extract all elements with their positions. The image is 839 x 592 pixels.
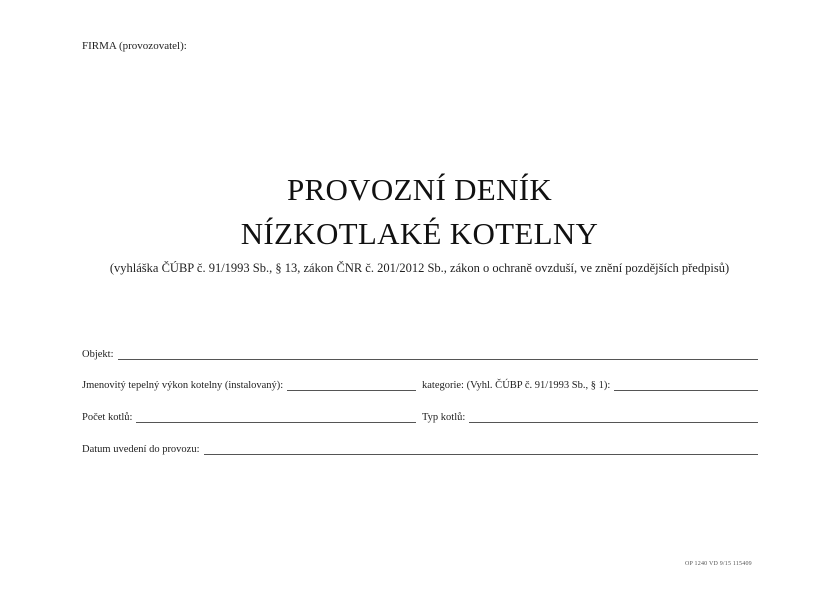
title-line-1: PROVOZNÍ DENÍK: [286, 172, 553, 207]
objekt-label: Objekt:: [82, 349, 114, 360]
kategorie-label: kategorie: (Vyhl. ČÚBP č. 91/1993 Sb., § 1):: [422, 380, 611, 391]
legal-reference: (vyhláška ČÚBP č. 91/1993 Sb., § 13, zákon ČNR č. 201/2012 Sb., zákon o ochraně ovzduší, ve znění pozdějších předpisů): [109, 261, 730, 275]
form-code: OP 1240 VD 9/15 115409: [685, 561, 752, 567]
field-row-vykon: [82, 377, 416, 391]
typ-fill-line[interactable]: [469, 413, 758, 423]
field-row-pocet: [82, 409, 416, 423]
firm-label: FIRMA (provozovatel):: [82, 40, 187, 52]
datum-fill-line[interactable]: [204, 445, 758, 455]
vykon-fill-line[interactable]: [287, 381, 416, 391]
field-row-objekt: [82, 346, 758, 360]
field-row-typ: [422, 409, 758, 423]
datum-label: Datum uvedení do provozu:: [82, 444, 200, 455]
vykon-label: Jmenovitý tepelný výkon kotelny (instalovaný):: [82, 380, 284, 391]
field-row-kategorie: [422, 377, 758, 391]
title-line-2: NÍZKOTLAKÉ KOTELNY: [240, 216, 599, 251]
kategorie-fill-line[interactable]: [614, 381, 758, 391]
typ-label: Typ kotlů:: [422, 412, 466, 423]
objekt-fill-line[interactable]: [118, 350, 759, 360]
pocet-label: Počet kotlů:: [82, 412, 133, 423]
pocet-fill-line[interactable]: [136, 413, 416, 423]
field-row-datum: [82, 441, 758, 455]
